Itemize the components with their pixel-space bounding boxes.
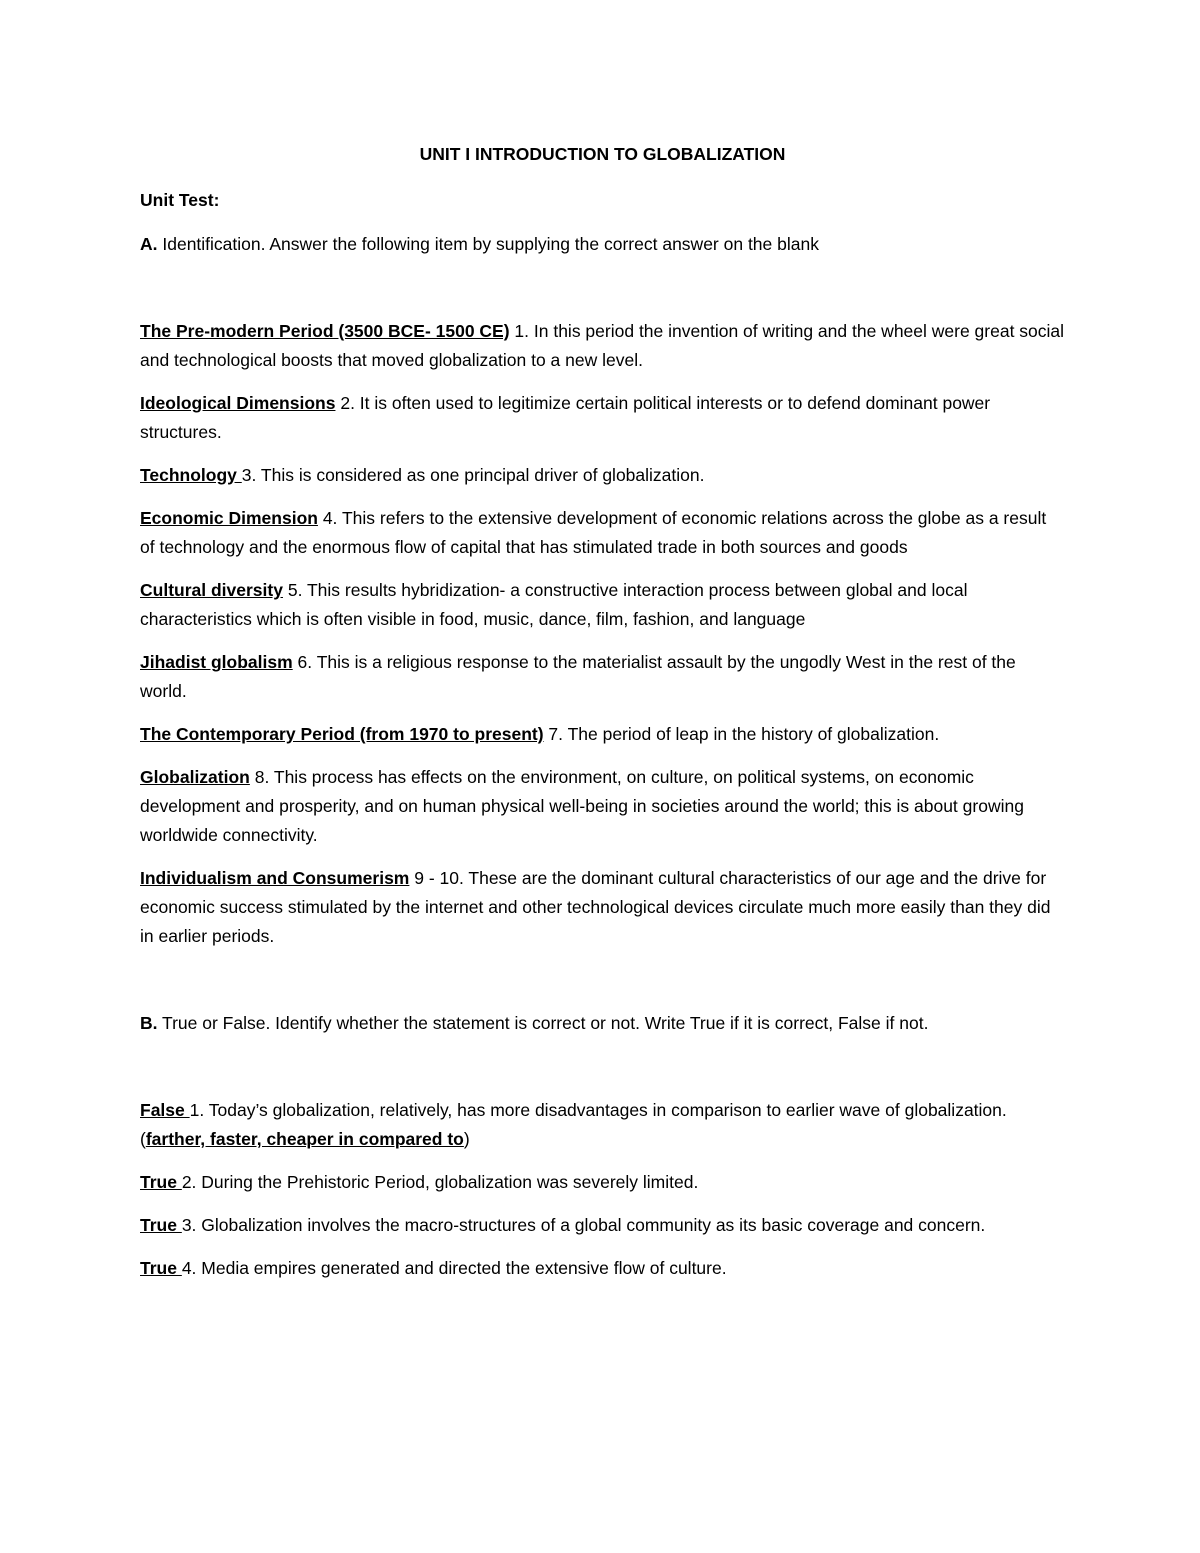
identification-item [140, 461, 1065, 490]
section-a-letter: A. [140, 234, 158, 254]
item-question: 7. The period of leap in the history of globalization. [543, 724, 940, 744]
item-answer: True [140, 1172, 182, 1192]
item-question: 8. This process has effects on the environment, on culture, on political systems, on economic development and prosperity, and on human physical well-being in societies around the world; this is about growing worldwide connectivity. [140, 767, 1024, 845]
item-answer: Individualism and Consumerism [140, 868, 410, 888]
item-emphasis: farther, faster, cheaper in compared to [145, 1129, 464, 1149]
item-answer: The Contemporary Period (from 1970 to present) [140, 724, 544, 744]
true-false-item [140, 1096, 1065, 1154]
identification-item [140, 864, 1065, 951]
unit-test-label: Unit Test: [140, 190, 220, 210]
item-question: 3. This is considered as one principal driver of globalization. [241, 465, 705, 485]
item-answer: Jihadist globalism [140, 652, 293, 672]
item-answer: True [140, 1258, 182, 1278]
item-question: 3. Globalization involves the macro-structures of a global community as its basic coverage and concern. [181, 1215, 986, 1235]
item-answer: True [140, 1215, 182, 1235]
item-question: 4. This refers to the extensive development of economic relations across the globe as a result of technology and the enormous flow of capital that has stimulated trade in both sources and goods [140, 508, 1047, 557]
item-question: 9 - 10. These are the dominant cultural characteristics of our age and the drive for economic success stimulated by the internet and other technological devices circulate much more easily than they did in earlier periods. [140, 868, 1051, 946]
section-b-instructions [140, 1009, 1065, 1038]
item-question: 2. During the Prehistoric Period, globalization was severely limited. [181, 1172, 699, 1192]
item-question: 4. Media empires generated and directed the extensive flow of culture. [181, 1258, 727, 1278]
item-answer: Economic Dimension [140, 508, 318, 528]
item-answer: Cultural diversity [140, 580, 283, 600]
true-false-item [140, 1254, 1065, 1283]
true-false-item [140, 1211, 1065, 1240]
identification-item [140, 317, 1065, 375]
item-question: 6. This is a religious response to the materialist assault by the ungodly West in the rest of the world. [140, 652, 1016, 701]
item-question: 2. It is often used to legitimize certain political interests or to defend dominant power structures. [140, 393, 991, 442]
identification-item [140, 763, 1065, 850]
identification-item [140, 504, 1065, 562]
item-answer: Ideological Dimensions [140, 393, 336, 413]
page-title: UNIT I INTRODUCTION TO GLOBALIZATION [419, 144, 786, 164]
section-b-letter: B. [140, 1013, 158, 1033]
section-a-instruction-text: Identification. Answer the following item by supplying the correct answer on the blank [157, 234, 819, 254]
item-answer: The Pre-modern Period (3500 BCE- 1500 CE) [140, 321, 510, 341]
item-question: 5. This results hybridization- a constructive interaction process between global and local characteristics which is often visible in food, music, dance, film, fashion, and language [140, 580, 968, 629]
item-answer: Globalization [140, 767, 250, 787]
identification-item [140, 389, 1065, 447]
true-false-item [140, 1168, 1065, 1197]
identification-item [140, 720, 1065, 749]
section-b-instruction-text: True or False. Identify whether the statement is correct or not. Write True if it is correct, False if not. [157, 1013, 929, 1033]
identification-item [140, 648, 1065, 706]
item-answer: False [140, 1100, 190, 1120]
item-question: 1. Today’s globalization, relatively, has more disadvantages in comparison to earlier wave of globalization. ( [140, 1100, 1007, 1149]
identification-item [140, 576, 1065, 634]
item-answer: Technology [140, 465, 242, 485]
section-a-instructions [140, 230, 1065, 259]
document-page [140, 140, 1065, 1297]
item-question: 1. In this period the invention of writing and the wheel were great social and technological boosts that moved globalization to a new level. [140, 321, 1065, 370]
item-question-end: ) [463, 1129, 470, 1149]
